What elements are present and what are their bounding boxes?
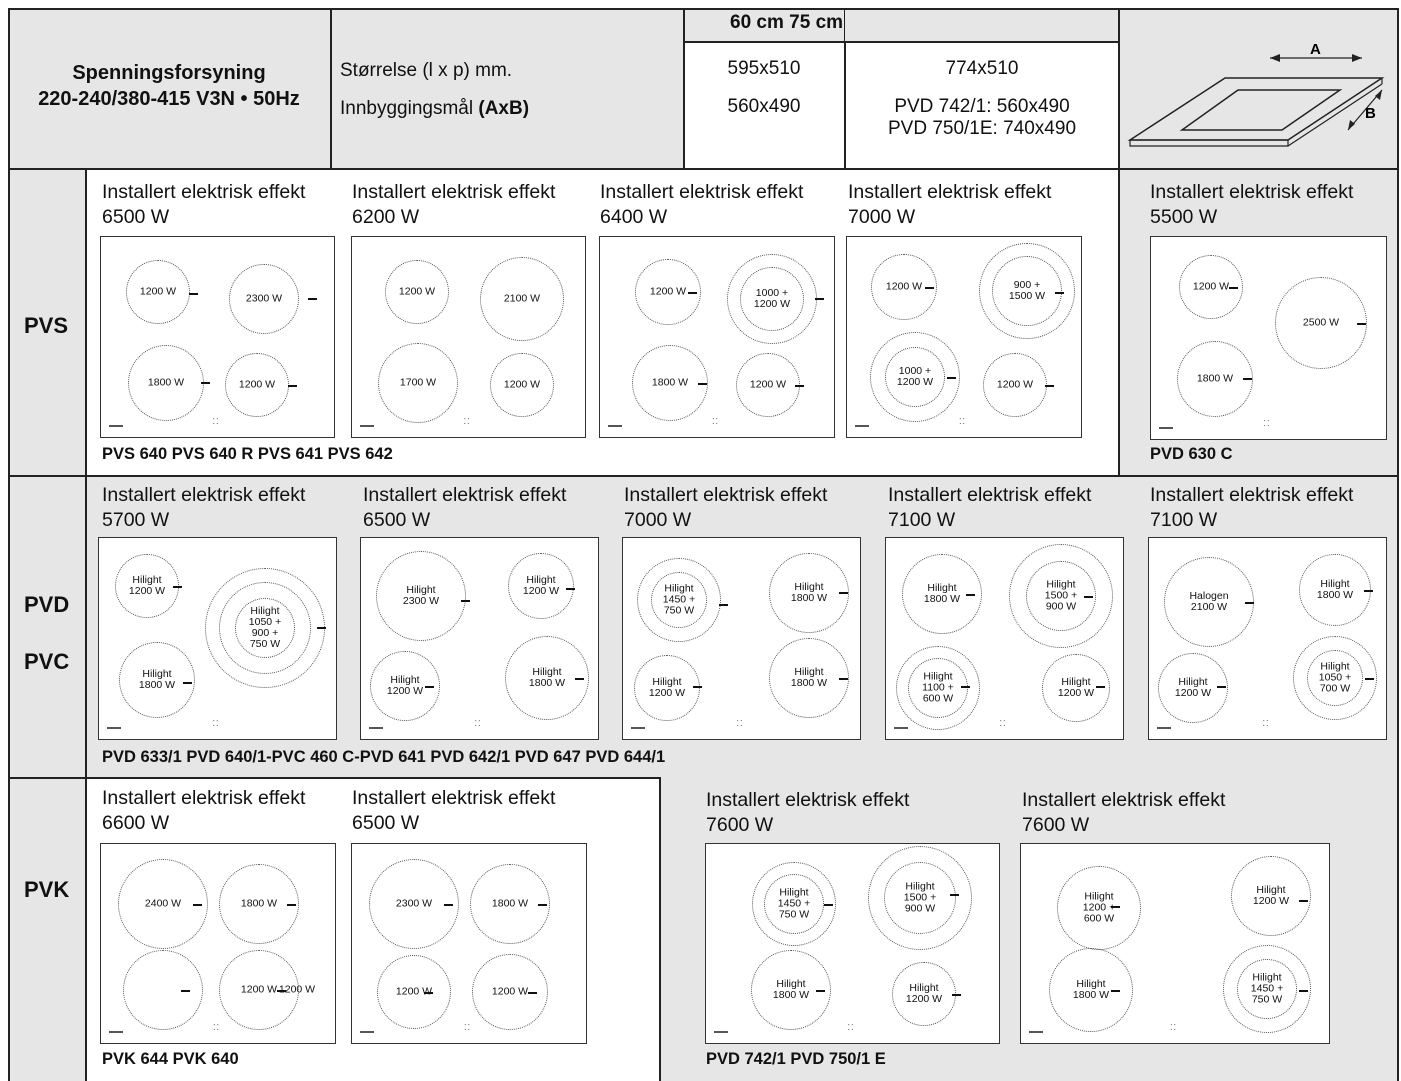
zone-wattage: 2300 W: [395, 897, 433, 910]
power-title: [706, 788, 909, 838]
zone-indicator: [317, 627, 326, 629]
zone-indicator: [961, 686, 970, 688]
hob-logo-mark: [109, 425, 123, 427]
power-value: 7100 W: [1150, 509, 1218, 531]
zone-indicator: [1055, 292, 1064, 294]
hob-logo-mark: [360, 425, 374, 427]
control-symbols: ⁚⁚: [959, 417, 967, 426]
power-label: Installert elektrisk effekt: [352, 787, 556, 809]
power-label: Installert elektrisk effekt: [1022, 789, 1226, 811]
zone-indicator: [183, 682, 192, 684]
zone-indicator: [795, 385, 804, 387]
zone-wattage: 1200 W: [749, 378, 787, 391]
zone-wattage: 1200 W: [238, 378, 276, 391]
zone-wattage: Halogen 2100 W: [1189, 590, 1229, 613]
zone-indicator: [575, 678, 584, 680]
models-pvd: PVD 633/1 PVD 640/1-PVC 460 C-PVD 641 PVD 642/1 PVD 647 PVD 644/1: [102, 748, 666, 766]
hob-diagram: [351, 236, 586, 438]
build-label: [340, 96, 529, 121]
power-label: Installert elektrisk effekt: [848, 181, 1052, 203]
zone-indicator: [181, 990, 190, 992]
zone-wattage: 2100 W: [503, 292, 541, 305]
zone-wattage: 1200 W: [240, 983, 278, 996]
power-value: 7100 W: [888, 509, 956, 531]
zone-indicator: [966, 594, 975, 596]
zone-wattage: 1200 W: [885, 280, 923, 293]
zone-indicator: [1364, 590, 1373, 592]
power-label: Installert elektrisk effekt: [1150, 181, 1354, 203]
control-symbols: ⁚⁚: [463, 417, 471, 426]
zone-indicator: [698, 383, 707, 385]
zone-indicator: [952, 994, 961, 996]
zone-wattage: Hilight 1200 + 600 W: [1082, 890, 1116, 925]
zone-wattage: 1200 W: [1192, 280, 1230, 293]
zone-wattage: Hilight 1800 W: [772, 978, 810, 1001]
power-title: [848, 180, 1051, 230]
zone-wattage: Hilight 1200 W: [128, 574, 166, 597]
power-value: 7600 W: [1022, 814, 1090, 836]
zone-wattage: 2500 W: [1302, 316, 1340, 329]
power-title: [600, 180, 803, 230]
zone-wattage: Hilight 1500 + 900 W: [1044, 578, 1078, 613]
zone-indicator: [173, 586, 182, 588]
zone-wattage: 1200 W: [649, 285, 687, 298]
control-symbols: ⁚⁚: [712, 417, 720, 426]
power-label: Installert elektrisk effekt: [102, 181, 306, 203]
zone-wattage: Hilight 1450 + 750 W: [777, 886, 811, 921]
build-label-axb: (AxB): [478, 98, 530, 119]
zone-wattage: 1200 W: [139, 285, 177, 298]
zone-indicator: [1096, 686, 1105, 688]
zone-wattage: 1700 W: [399, 376, 437, 389]
zone-indicator: [1245, 602, 1254, 604]
hob-diagram: [98, 537, 337, 740]
supply-label: [10, 60, 328, 112]
zone-indicator: [444, 904, 453, 906]
pvk-right: [659, 777, 661, 1081]
zone-wattage: 1200 W: [996, 378, 1034, 391]
header-div-4: [1118, 8, 1120, 170]
models-pvd630: PVD 630 C: [1150, 445, 1233, 463]
dim-a-label: A: [1310, 41, 1321, 58]
control-symbols: ⁚⁚: [474, 719, 482, 728]
header-div-1: [330, 8, 332, 170]
header-div-2: [683, 8, 685, 170]
zone-indicator: [1365, 678, 1374, 680]
power-value: 7000 W: [624, 509, 692, 531]
zone-indicator: [287, 904, 296, 906]
power-title: [888, 483, 1091, 533]
supply-title: Spenningsforsyning: [72, 62, 266, 84]
power-value: 6600 W: [102, 812, 170, 834]
zone-indicator: [201, 382, 210, 384]
hob-diagram: [622, 537, 861, 740]
zone-wattage: 1000 + 1200 W: [753, 287, 791, 310]
zone-indicator: [688, 292, 697, 294]
zone-wattage: 900 + 1500 W: [1008, 279, 1046, 302]
zone-wattage: 1800 W: [651, 376, 689, 389]
zone-wattage: Hilight 1200 W: [648, 676, 686, 699]
power-value: 6500 W: [352, 812, 420, 834]
supply-spec: 220-240/380-415 V3N • 50Hz: [38, 88, 300, 110]
row-label-column: [8, 170, 86, 1081]
hob-logo-mark: [631, 727, 645, 729]
header-div-3: [844, 42, 846, 170]
zone-wattage: Hilight 1050 + 900 + 750 W: [248, 605, 282, 650]
hob-diagram: [100, 236, 335, 438]
power-title: [1022, 788, 1225, 838]
row-label-pvs: PVS: [24, 313, 69, 338]
zone-wattage: 1200 W: [395, 985, 433, 998]
zone-wattage: 1800 W: [1196, 372, 1234, 385]
zone-wattage: Hilight 1800 W: [1072, 978, 1110, 1001]
zone-indicator: [839, 678, 848, 680]
zone-wattage: 2400 W: [144, 897, 182, 910]
hob-logo-mark: [714, 1031, 728, 1033]
zone-wattage: Hilight 1800 W: [528, 666, 566, 689]
header-tick: [844, 10, 845, 42]
hob-logo-mark: [369, 727, 383, 729]
power-label: Installert elektrisk effekt: [352, 181, 556, 203]
zone-indicator: [1045, 385, 1054, 387]
power-value: 6200 W: [352, 206, 420, 228]
control-symbols: ⁚⁚: [1263, 419, 1271, 428]
power-label: Installert elektrisk effekt: [1150, 484, 1354, 506]
build-75-b: PVD 750/1E: 740x490: [887, 118, 1077, 139]
pvs-bottom: [8, 475, 1399, 477]
zone-indicator: [308, 298, 317, 300]
power-title: [624, 483, 827, 533]
power-label: Installert elektrisk effekt: [102, 484, 306, 506]
hob-logo-mark: [894, 727, 908, 729]
zone-indicator: [815, 298, 824, 300]
build-label-text: Innbyggingsmål: [340, 98, 479, 119]
header-bottom: [8, 168, 1399, 170]
control-symbols: ⁚⁚: [213, 1023, 221, 1032]
zone-wattage: Hilight 1450 + 750 W: [662, 582, 696, 617]
hob-diagram: [705, 843, 1000, 1044]
control-symbols: ⁚⁚: [736, 719, 744, 728]
zone-indicator: [693, 686, 702, 688]
zone-indicator: [1299, 990, 1308, 992]
zone-wattage: Hilight 1800 W: [790, 581, 828, 604]
hob-logo-mark: [1157, 727, 1171, 729]
power-label: Installert elektrisk effekt: [363, 484, 567, 506]
control-symbols: ⁚⁚: [464, 1023, 472, 1032]
zone-wattage: Hilight 1100 + 600 W: [922, 670, 954, 705]
row-label-pvc: PVC: [24, 649, 70, 674]
power-title: [102, 786, 305, 836]
hob-logo-mark: [1029, 1031, 1043, 1033]
zone-wattage: Hilight 1800 W: [1316, 578, 1354, 601]
zone-wattage: Hilight 1200 W: [1252, 884, 1290, 907]
pvd-bottom: [8, 777, 660, 779]
zone-wattage: 1200 W: [503, 378, 541, 391]
cutout-outline: [1182, 90, 1340, 130]
zone-indicator: [1229, 287, 1238, 289]
power-title: [1150, 180, 1353, 230]
power-title: [1150, 483, 1353, 533]
zone-indicator: [950, 894, 959, 896]
dim-b-label: B: [1365, 105, 1376, 122]
zone-wattage: Hilight 1200 W: [522, 574, 560, 597]
power-label: Installert elektrisk effekt: [624, 484, 828, 506]
zone-indicator: [1299, 900, 1308, 902]
hob-diagram: [1148, 537, 1387, 740]
hob-logo-mark: [360, 1031, 374, 1033]
power-label: Installert elektrisk effekt: [600, 181, 804, 203]
hob-diagram: [885, 537, 1124, 740]
zone-wattage: Hilight 1450 + 750 W: [1250, 971, 1284, 1006]
zone-wattage: Hilight 1200 W: [1057, 676, 1095, 699]
control-symbols: ⁚⁚: [847, 1023, 855, 1032]
zone-wattage: Hilight 1200 W: [1174, 676, 1212, 699]
dimension-diagram: [1120, 10, 1398, 168]
zone-wattage: 1800 W: [147, 376, 185, 389]
control-symbols: ⁚⁚: [212, 719, 220, 728]
power-value: 7600 W: [706, 814, 774, 836]
zone-indicator: [1357, 323, 1366, 325]
row-label-pvk: PVK: [24, 877, 70, 902]
build-75: [846, 96, 1118, 140]
zone-wattage: Hilight 1200 W: [386, 674, 424, 697]
hob-diagram: [1020, 843, 1330, 1044]
hob-edge: [1130, 140, 1288, 146]
hob-logo-mark: [1159, 427, 1173, 429]
power-title: [102, 483, 305, 533]
row-col-div: [85, 170, 87, 1081]
zone-indicator: [425, 686, 434, 688]
zone-wattage: Hilight 1050 + 700 W: [1318, 660, 1352, 695]
width-header: 60 cm 75 cm: [730, 12, 844, 33]
hob-diagram: [100, 843, 336, 1044]
control-symbols: ⁚⁚: [1262, 719, 1270, 728]
zone-indicator: [538, 904, 547, 906]
power-value: 6500 W: [102, 206, 170, 228]
models-pvk: PVK 644 PVK 640: [102, 1050, 239, 1068]
power-title: [102, 180, 305, 230]
zone-wattage: Hilight 1800 W: [138, 668, 176, 691]
zone-indicator: [566, 588, 575, 590]
zone-indicator: [719, 604, 728, 606]
models-pvd742: PVD 742/1 PVD 750/1 E: [706, 1050, 886, 1068]
zone-wattage: Hilight 1800 W: [790, 666, 828, 689]
hob-diagram: [846, 236, 1082, 438]
power-title: [363, 483, 566, 533]
hob-logo-mark: [608, 425, 622, 427]
zone-indicator: [824, 904, 833, 906]
models-pvs: PVS 640 PVS 640 R PVS 641 PVS 642: [102, 445, 393, 463]
border-top: [8, 8, 1399, 10]
pvs-right: [1118, 170, 1120, 476]
zone-wattage: 1800 W: [491, 897, 529, 910]
zone-wattage: 1200 W: [491, 985, 529, 998]
zone-wattage: Hilight 1500 + 900 W: [903, 880, 937, 915]
power-value: 7000 W: [848, 206, 916, 228]
zone-wattage: 1000 + 1200 W: [896, 365, 934, 388]
build-75-a: PVD 742/1: 560x490: [894, 96, 1070, 117]
power-label: Installert elektrisk effekt: [706, 789, 910, 811]
build-60: 560x490: [727, 96, 801, 117]
power-title: [352, 180, 555, 230]
zone-wattage: 1200 W: [398, 285, 436, 298]
hob-diagram: [360, 537, 599, 740]
zone-indicator: [193, 904, 202, 906]
size-60: 595x510: [727, 58, 801, 79]
hob-logo-mark: [109, 1031, 123, 1033]
power-value: 5700 W: [102, 509, 170, 531]
zone-wattage: 1200 W: [278, 983, 316, 996]
zone-indicator: [461, 600, 470, 602]
control-symbols: ⁚⁚: [212, 417, 220, 426]
zone-indicator: [528, 992, 537, 994]
hob-diagram: [351, 843, 587, 1044]
size-75: 774x510: [945, 58, 1019, 79]
zone-indicator: [189, 293, 198, 295]
zone-wattage: Hilight 1800 W: [923, 582, 961, 605]
power-label: Installert elektrisk effekt: [888, 484, 1092, 506]
zone-indicator: [1084, 596, 1093, 598]
power-title: [352, 786, 555, 836]
power-label: Installert elektrisk effekt: [102, 787, 306, 809]
zone-indicator: [925, 287, 934, 289]
row-label-pvd: PVD: [24, 592, 70, 617]
hob-diagram: [599, 236, 835, 438]
control-symbols: ⁚⁚: [1170, 1023, 1178, 1032]
power-value: 6500 W: [363, 509, 431, 531]
zone-indicator: [288, 385, 297, 387]
cooking-zone: [123, 950, 203, 1030]
zone-wattage: Hilight 2300 W: [402, 584, 440, 607]
zone-indicator: [1243, 378, 1252, 380]
control-symbols: ⁚⁚: [999, 719, 1007, 728]
zone-indicator: [1111, 990, 1120, 992]
zone-indicator: [1217, 686, 1226, 688]
zone-wattage: 1800 W: [240, 897, 278, 910]
size-label: Størrelse (l x p) mm.: [340, 60, 513, 81]
power-value: 5500 W: [1150, 206, 1218, 228]
zone-wattage: 2300 W: [245, 292, 283, 305]
hob-diagram: [1150, 236, 1387, 440]
zone-indicator: [816, 990, 825, 992]
zone-indicator: [839, 592, 848, 594]
power-value: 6400 W: [600, 206, 668, 228]
header-sub-line: [683, 41, 1120, 43]
hob-logo-mark: [855, 425, 869, 427]
zone-wattage: Hilight 1200 W: [905, 982, 943, 1005]
zone-indicator: [947, 377, 956, 379]
hob-logo-mark: [107, 727, 121, 729]
